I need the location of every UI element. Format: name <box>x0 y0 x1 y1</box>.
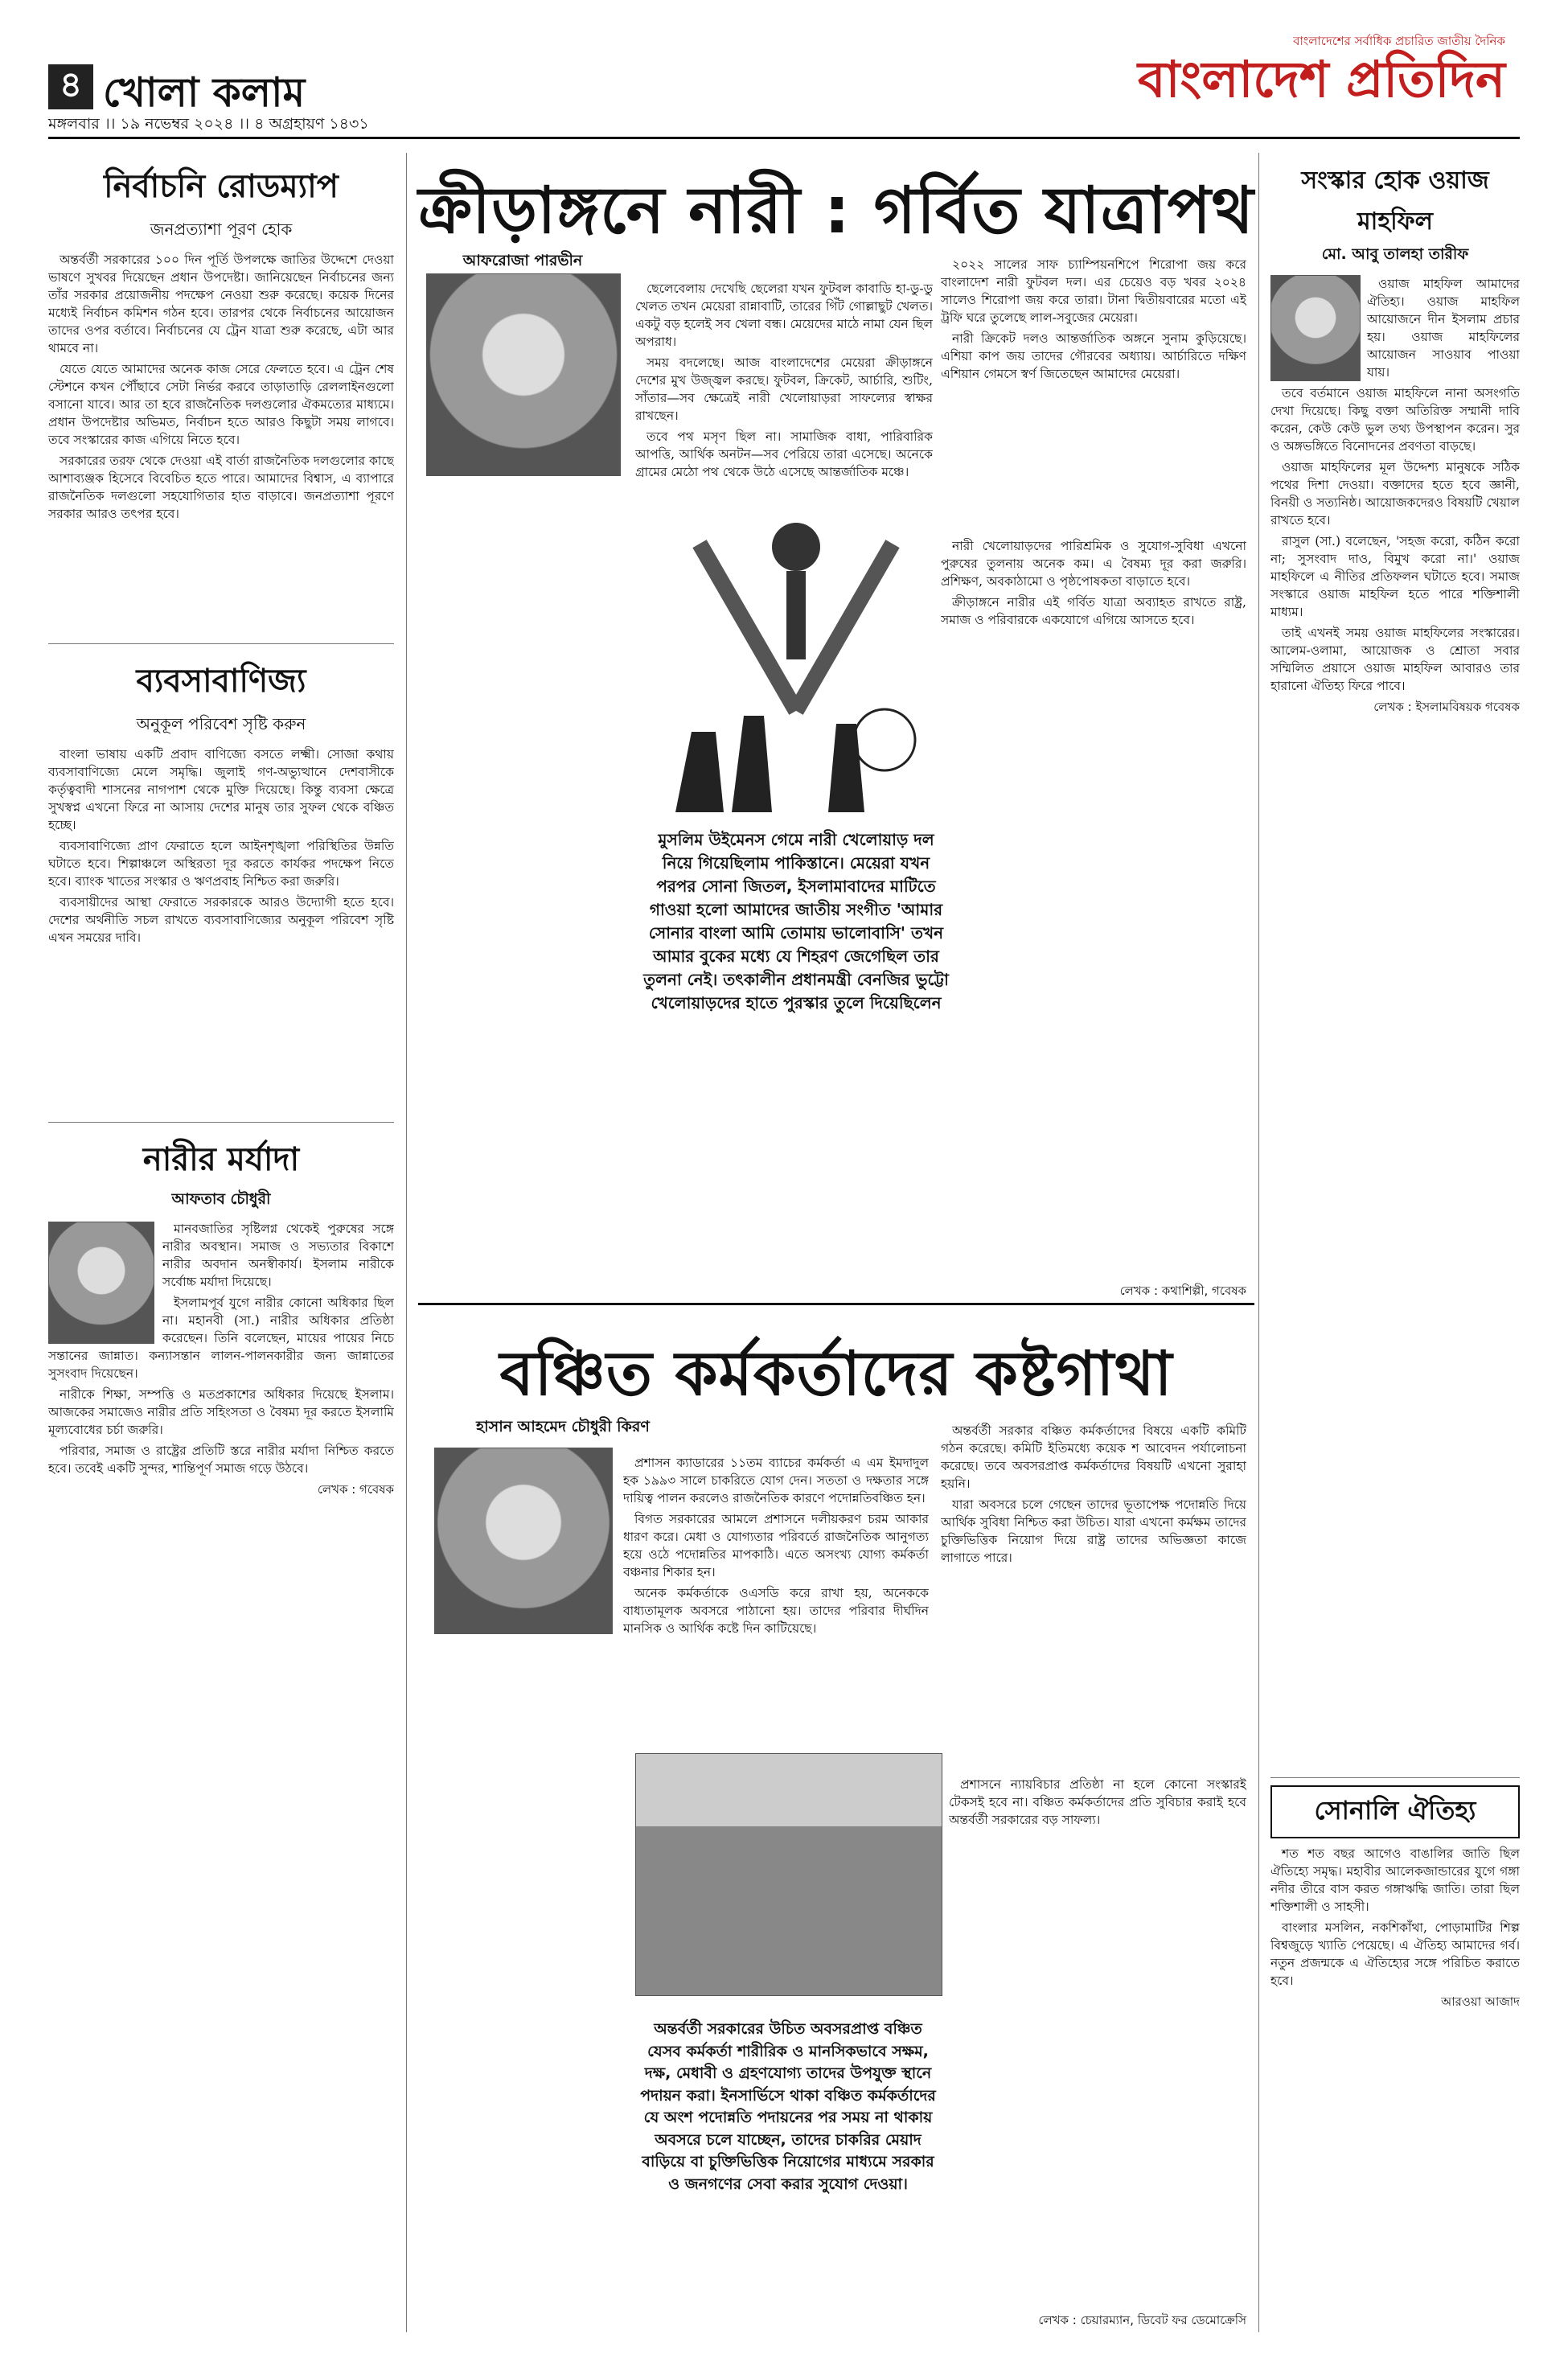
feature-body <box>941 256 1246 383</box>
right-article-2-signoff: আরওয়া আজাদ <box>1441 1994 1520 2009</box>
paragraph: শত শত বছর আগেও বাঙালির জাতি ছিল ঐতিহ্যে সমৃদ্ধ। মহাবীর আলেকজান্ডারের যুগে গঙ্গা নদীর তীরে বাস করত গঙ্গাঋদ্ধি জাতি। তারা ছিল শক্তিশালী ও সাহসী। <box>1270 1846 1520 1914</box>
paragraph: সরকারের তরফ থেকে দেওয়া এই বার্তা রাজনৈতিক দলগুলোর কাছে আশাব্যঞ্জক হিসেবে বিবেচিত হতে পারে। আমাদের বিশ্বাস, এ ব্যাপারে রাজনৈতিক দলগুলো সহযোগিতার হাত বাড়াবে। জনপ্রত্যাশা পূরণে সরকার আরও তৎপর হবে। <box>48 454 394 521</box>
building-photo <box>635 1753 942 1996</box>
article-waz-mahfil <box>1270 161 1520 1769</box>
logo-name: বাংলাদেশ প্রতিদিন <box>1138 50 1505 109</box>
paragraph: তাই এখনই সময় ওয়াজ মাহফিলের সংস্কারের। আলেম-ওলামা, আয়োজক ও শ্রোতা সবার সম্মিলিত প্রয়াসে ওয়াজ মাহফিল আবারও তার হারানো ঐতিহ্য ফিরে পাবে। <box>1270 626 1520 693</box>
section-title: খোলা কলাম <box>103 69 306 116</box>
paragraph: যারা অবসরে চলে গেছেন তাদের ভূতাপেক্ষ পদোন্নতি দিয়ে আর্থিক সুবিধা নিশ্চিত করা উচিত। যারা এখনো কর্মক্ষম তাদের চুক্তিভিত্তিক নিয়োগ দিয়ে রাষ্ট্র তাদের অভিজ্ঞতা কাজে লাগাতে পারে। <box>941 1497 1246 1565</box>
paragraph: নারীকে শিক্ষা, সম্পত্তি ও মতপ্রকাশের অধিকার দিয়েছে ইসলাম। আজকের সমাজেও নারীর প্রতি সহিংসতা ও বৈষম্য দূর করতে ইসলামি মূল্যবোধের চর্চা জরুরি। <box>48 1387 394 1437</box>
paragraph: বিগত সরকারের আমলে প্রশাসনে দলীয়করণ চরম আকার ধারণ করে। মেধা ও যোগ্যতার পরিবর্তে রাজনৈতিক আনুগত্য হয়ে ওঠে পদোন্নতির মাপকাঠি। এতে অসংখ্য যোগ্য কর্মকর্তা বঞ্চনার শিকার হন। <box>623 1512 929 1579</box>
paragraph: অনেক কর্মকর্তাকে ওএসডি করে রাখা হয়, অনেককে বাধ্যতামূলক অবসরে পাঠানো হয়। তাদের পরিবার দীর্ঘদিন মানসিক ও আর্থিক কষ্টে দিন কাটিয়েছে। <box>623 1586 929 1636</box>
paragraph: ব্যবসাবাণিজ্যে প্রাণ ফেরাতে হলে আইনশৃঙ্খলা পরিস্থিতির উন্নতি ঘটাতে হবে। শিল্পাঞ্চলে অস্থিরতা দূর করতে কার্যকর পদক্ষেপ নিতে হবে। ব্যাংক খাতের সংস্কার ও ঋণপ্রবাহ নিশ্চিত করা জরুরি। <box>48 839 394 889</box>
divider <box>48 643 394 644</box>
editorial-2-subtitle: অনুকূল পরিবেশ সৃষ্টি করুন <box>136 714 306 733</box>
feature-illustration <box>643 499 949 820</box>
paragraph: ছেলেবেলায় দেখেছি ছেলেরা যখন ফুটবল কাবাডি হা-ডু-ডু খেলত তখন মেয়েরা রান্নাবাটি, তারের গিঁট গোল্লাছুট খেলত। একটু বড় হলেই সব খেলা বন্ধ। মেয়েদের মাঠে নামা যেন ছিল অপরাধ। <box>635 281 933 349</box>
article-3-byline: আফতাব চৌধুরী <box>171 1190 271 1208</box>
feature-headline: ক্রীড়াঙ্গনে নারী : গর্বিত যাত্রাপথ <box>418 173 1254 248</box>
section-divider <box>418 1303 1254 1305</box>
logo-tagline: বাংলাদেশের সর্বাধিক প্রচারিত জাতীয় দৈনিক <box>1293 34 1505 48</box>
article-3-signoff: লেখক : গবেষক <box>317 1482 394 1497</box>
masthead-rule <box>48 137 1520 139</box>
paragraph: বাংলার মসলিন, নকশিকাঁথা, পোড়ামাটির শিল্প বিশ্বজুড়ে খ্যাতি পেয়েছে। এ ঐতিহ্য আমাদের গর্ব। নতুন প্রজন্মকে এ ঐতিহ্যের সঙ্গে পরিচিত করাতে হবে। <box>1270 1920 1520 1988</box>
right-article-2-title: সোনালি ঐতিহ্য <box>1270 1785 1520 1838</box>
paragraph: মানবজাতির সৃষ্টিলগ্ন থেকেই পুরুষের সঙ্গে নারীর অবস্থান। সমাজ ও সভ্যতার বিকাশে নারীর অবদান অনস্বীকার্য। ইসলাম নারীকে সর্বোচ্চ মর্যাদা দিয়েছে। <box>162 1222 394 1289</box>
author-photo <box>434 1448 613 1634</box>
lower-body <box>949 1776 1246 1829</box>
dateline: মঙ্গলবার ।। ১৯ নভেম্বর ২০২৪ ।। ৪ অগ্রহায়ণ ১৪৩১ <box>48 115 369 133</box>
feature-body <box>941 537 1246 629</box>
editorial-1-title: নির্বাচনি রোডম্যাপ <box>104 168 339 205</box>
article-3-title: নারীর মর্যাদা <box>142 1141 300 1178</box>
lower-byline: হাসান আহমেদ চৌধুরী কিরণ <box>476 1418 650 1435</box>
author-photo <box>1270 275 1361 381</box>
newspaper-logo[interactable] <box>1138 32 1505 107</box>
paragraph: নারী খেলোয়াড়দের পারিশ্রমিক ও সুযোগ-সুবিধা এখনো পুরুষের তুলনায় অনেক কম। এ বৈষম্য দূর করা জরুরি। প্রশিক্ষণ, অবকাঠামো ও পৃষ্ঠপোষকতা বাড়াতে হবে। <box>941 539 1246 589</box>
paragraph: তবে পথ মসৃণ ছিল না। সামাজিক বাধা, পারিবারিক আপত্তি, আর্থিক অনটন—সব পেরিয়ে তারা এসেছে। অনেকে গ্রামের মেঠো পথ থেকে উঠে এসেছে আন্তর্জাতিক মঞ্চে। <box>635 429 933 479</box>
right-article-2-body <box>1270 1845 1520 1990</box>
lower-body-col3 <box>949 1769 1246 2292</box>
paragraph: ওয়াজ মাহফিলের মূল উদ্দেশ্য মানুষকে সঠিক পথের দিশা দেওয়া। বক্তাদের হতে হবে জ্ঞানী, বিনয়ী ও সত্যনিষ্ঠ। আয়োজকদেরও বিষয়টি খেয়াল রাখতে হবে। <box>1270 460 1520 528</box>
feature-signoff: লেখক : কথাশিল্পী, গবেষক <box>1119 1284 1246 1298</box>
editorial-1-subtitle: জনপ্রত্যাশা পূরণ হোক <box>150 220 293 239</box>
editorial-1-body <box>48 251 394 523</box>
paragraph: ২০২২ সালের সাফ চ্যাম্পিয়নশিপে শিরোপা জয় করে বাংলাদেশ নারী ফুটবল দল। এর চেয়েও বড় খবর ২০২৪ সালেও শিরোপা জয় করে তারা। টানা দ্বিতীয়বারের মতো এই ট্রফি ঘরে তুলেছে লাল-সবুজের মেয়েরা। <box>941 257 1246 325</box>
right-article-1-byline: মো. আবু তালহা তারীফ <box>1321 245 1469 263</box>
editorial-2-title: ব্যবসাবাণিজ্য <box>136 663 306 700</box>
lower-body-col2 <box>941 1415 1246 1753</box>
paragraph: প্রশাসন ক্যাডারের ১১তম ব্যাচের কর্মকর্তা এ এম ইমদাদুল হক ১৯৯৩ সালে চাকরিতে যোগ দেন। সততা ও দক্ষতার সঙ্গে দায়িত্ব পালন করলেও রাজনৈতিক কারণে পদোন্নতিবঞ্চিত হন। <box>623 1456 929 1505</box>
column-rule <box>1258 153 1259 2332</box>
right-article-1-signoff: লেখক : ইসলামবিষয়ক গবেষক <box>1373 700 1520 714</box>
paragraph: ব্যবসায়ীদের আস্থা ফেরাতে সরকারকে আরও উদ্যোগী হতে হবে। দেশের অর্থনীতি সচল রাখতে ব্যবসাবাণিজ্যের অনুকূল পরিবেশ সৃষ্টি এখন সময়ের দাবি। <box>48 895 394 945</box>
feature-body-col3 <box>941 531 1246 1271</box>
column-rule <box>406 153 407 2332</box>
lower-headline: বঞ্চিত কর্মকর্তাদের কষ্টগাথা <box>499 1337 1173 1409</box>
editorial-2-body <box>48 745 394 947</box>
feature-pullquote: মুসলিম উইমেনস গেমে নারী খেলোয়াড় দল নিয়ে গিয়েছিলাম পাকিস্তানে। মেয়েরা যখন পরপর সোনা জিতল, ইসলামাবাদের মাটিতে গাওয়া হলো আমাদের জাতীয় সংগীত 'আমার সোনার বাংলা আমি তোমায় ভালোবাসি' তখন আমার বুকের মধ্যে যে শিহরণ জেগেছিল তার তুলনা নেই। তৎকালীন প্রধানমন্ত্রী বেনজির ভুট্টো খেলোয়াড়দের হাতে পুরস্কার তুলে দিয়েছিলেন <box>643 830 949 1012</box>
editorial-2 <box>48 655 394 1114</box>
paragraph: রাসুল (সা.) বলেছেন, 'সহজ করো, কঠিন করো না; সুসংবাদ দাও, বিমুখ করো না।' ওয়াজ মাহফিলে এ নীতির প্রতিফলন ঘটাতে হবে। সমাজ সংস্কারে ওয়াজ মাহফিল হতে পারে শক্তিশালী মাধ্যম। <box>1270 534 1520 619</box>
lower-body <box>941 1422 1246 1567</box>
paragraph: ক্রীড়াঙ্গনে নারীর এই গর্বিত যাত্রা অব্যাহত রাখতে রাষ্ট্র, সমাজ ও পরিবারকে একযোগে এগিয়ে আসতে হবে। <box>941 595 1246 627</box>
editorial-1 <box>48 161 394 635</box>
sports-illustration-icon <box>643 499 949 820</box>
paragraph: নারী ক্রিকেট দলও আন্তর্জাতিক অঙ্গনে সুনাম কুড়িয়েছে। এশিয়া কাপ জয় তাদের গৌরবের অধ্যায়। আর্চারিতে দক্ষিণ এশিয়ান গেমসে স্বর্ণ জিতেছেন আমাদের মেয়েরা। <box>941 331 1246 381</box>
paragraph: অন্তর্বর্তী সরকার বঞ্চিত কর্মকর্তাদের বিষয়ে একটি কমিটি গঠন করেছে। কমিটি ইতিমধ্যে কয়েক শ আবেদন পর্যালোচনা করেছে। তবে অবসরপ্রাপ্ত কর্মকর্তাদের বিষয়টি এখনো সুরাহা হয়নি। <box>941 1423 1246 1491</box>
divider <box>1270 1777 1520 1778</box>
paragraph: তবে বর্তমানে ওয়াজ মাহফিলে নানা অসংগতি দেখা দিয়েছে। কিছু বক্তা অতিরিক্ত সম্মানী দাবি করেন, কেউ কেউ ভুল তথ্য উপস্থাপন করেন। সুর ও অঙ্গভঙ্গিতে বিনোদনের প্রবণতা বাড়ছে। <box>1270 386 1520 454</box>
lower-pullquote: অন্তর্বর্তী সরকারের উচিত অবসরপ্রাপ্ত বঞ্চিত যেসব কর্মকর্তা শারীরিক ও মানসিকভাবে সক্ষম, দক্ষ, মেধাবী ও গ্রহণযোগ্য তাদের উপযুক্ত স্থানে পদায়ন করা। ইনসার্ভিসে থাকা বঞ্চিত কর্মকর্তাদের যে অংশ পদোন্নতি পদায়নের পর সময় না থাকায় অবসরে চলে যাচ্ছেন, তাদের চাকরির মেয়াদ বাড়িয়ে বা চুক্তিভিত্তিক নিয়োগের মাধ্যমে সরকার ও জনগণের সেবা করার সুযোগ দেওয়া। <box>640 2020 936 2193</box>
paragraph: অন্তর্বর্তী সরকারের ১০০ দিন পূর্তি উপলক্ষে জাতির উদ্দেশে দেওয়া ভাষণে সুখবর দিয়েছেন প্রধান উপদেষ্টা। জানিয়েছেন নির্বাচনের জন্য তাঁর সরকার প্রয়োজনীয় পদক্ষেপ নেওয়া শুরু করেছে। কয়েক দিনের মধ্যেই নির্বাচন কমিশন গঠন হবে। তারপর থেকে নির্বাচনের আয়োজন তাদের ওপর বর্তাবে। নির্বাচনের যে ট্রেন যাত্রা শুরু করেছে, এটা আর থামবে না। <box>48 253 394 355</box>
author-photo <box>426 273 621 476</box>
author-photo <box>48 1222 154 1344</box>
paragraph: ওয়াজ মাহফিল আমাদের ঐতিহ্য। ওয়াজ মাহফিল আয়োজনে দীন ইসলাম প্রচার হয়। ওয়াজ মাহফিলের আয়োজন সাওয়াব পাওয়া যায়। <box>1367 277 1520 380</box>
lower-body <box>623 1454 929 1637</box>
paragraph: বাংলা ভাষায় একটি প্রবাদ বাণিজ্যে বসতে লক্ষ্মী। সোজা কথায় ব্যবসাবাণিজ্যে মেলে সমৃদ্ধি। জুলাই গণ-অভ্যুত্থানে দেশবাসীকে কর্তৃত্ববাদী শাসনের নাগপাশ থেকে মুক্তি দিয়েছে। কিন্তু ব্যবসা ক্ষেত্রে সুখস্বপ্ন এখনো ফিরে না আসায় দেশের মানুষ তার সুফল থেকে বঞ্চিত হচ্ছে। <box>48 747 394 832</box>
paragraph: ইসলামপূর্ব যুগে নারীর কোনো অধিকার ছিল না। মহানবী (সা.) নারীর অধিকার প্রতিষ্ঠা করেছেন। তিনি বলেছেন, মায়ের পায়ের নিচে সন্তানের জান্নাত। কন্যাসন্তান লালন-পালনকারীর জন্য জান্নাতের সুসংবাদ দিয়েছেন। <box>48 1296 394 1381</box>
page-number: ৪ <box>48 64 93 109</box>
article-narir-morjada <box>48 1134 394 2324</box>
feature-body-col2 <box>941 249 1246 515</box>
paragraph: পরিবার, সমাজ ও রাষ্ট্রের প্রতিটি স্তরে নারীর মর্যাদা নিশ্চিত করতে হবে। তবেই একটি সুন্দর, শান্তিপূর্ণ সমাজ গড়ে উঠবে। <box>48 1444 394 1476</box>
divider <box>48 1122 394 1123</box>
feature-body <box>635 280 933 481</box>
article-sonali-oitijjho <box>1270 1785 1520 2332</box>
paragraph: যেতে যেতে আমাদের অনেক কাজ সেরে ফেলতে হবে। এ ট্রেন শেষ স্টেশনে কখন পৌঁছাবে সেটা নির্ভর করবে তাড়াতাড়ি রেললাইনগুলো বসানো যাবে। আর তা হবে রাজনৈতিক দলগুলোর ঐকমত্যের মাধ্যমে। প্রধান উপদেষ্টার অভিমত, নির্বাচন হতে আরও কিছুটা সময় লাগবে। তবে সংস্কারের কাজ এগিয়ে নিতে হবে। <box>48 362 394 447</box>
paragraph: প্রশাসনে ন্যায়বিচার প্রতিষ্ঠা না হলে কোনো সংস্কারই টেকসই হবে না। বঞ্চিত কর্মকর্তাদের প্রতি সুবিচার করাই হবে অন্তর্বর্তী সরকারের বড় সাফল্য। <box>949 1777 1246 1827</box>
lower-signoff: লেখক : চেয়ারম্যান, ডিবেট ফর ডেমোক্রেসি <box>1038 2313 1246 2327</box>
right-article-1-title: সংস্কার হোক ওয়াজ মাহফিল <box>1301 166 1489 236</box>
feature-byline: আফরোজা পারভীন <box>462 252 583 269</box>
paragraph: সময় বদলেছে। আজ বাংলাদেশের মেয়েরা ক্রীড়াঙ্গনে দেশের মুখ উজ্জ্বল করছে। ফুটবল, ক্রিকেট, আর্চারি, শুটিং, সাঁতার—সব ক্ষেত্রেই নারী খেলোয়াড়রা সাফল্যের স্বাক্ষর রাখছেন। <box>635 355 933 423</box>
